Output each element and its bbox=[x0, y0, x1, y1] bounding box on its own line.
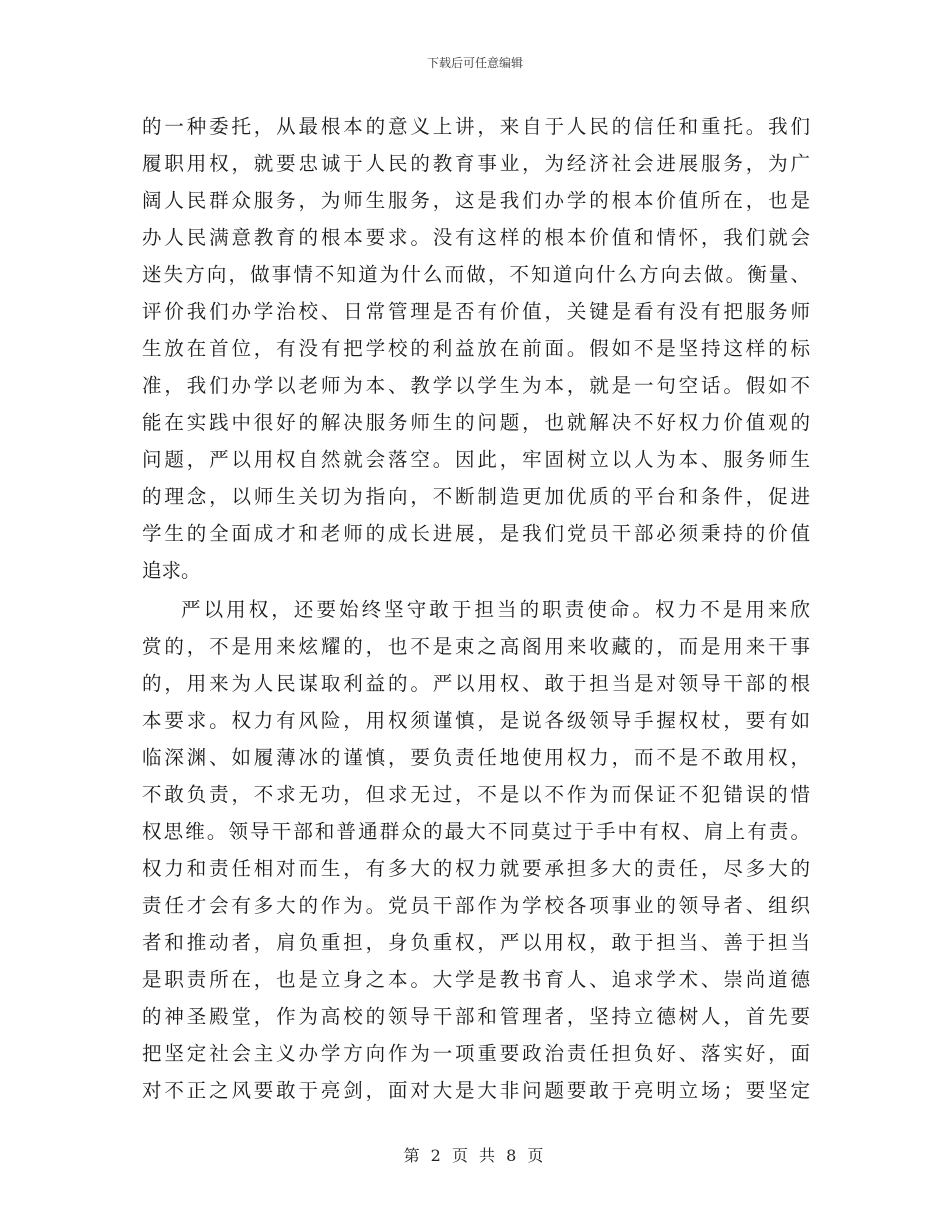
document-body bbox=[142, 108, 810, 1109]
text-line: 的理念，以师生关切为指向，不断制造更加优质的平台和条件，促进 bbox=[142, 485, 810, 508]
text-line: 的，用来为人民谋取利益的。严以用权、敢于担当是对领导干部的根 bbox=[142, 672, 810, 695]
text-line: 履职用权，就要忠诚于人民的教育事业，为经济社会进展服务，为广 bbox=[142, 152, 810, 175]
text-line: 问题，严以用权自然就会落空。因此，牢固树立以人为本、服务师生 bbox=[142, 448, 810, 471]
text-line: 赏的，不是用来炫耀的，也不是束之高阁用来收藏的，而是用来干事 bbox=[142, 635, 810, 658]
text-line: 能在实践中很好的解决服务师生的问题，也就解决不好权力价值观的 bbox=[142, 411, 810, 434]
text-line: 是职责所在，也是立身之本。大学是教书育人、追求学术、崇尚道德 bbox=[142, 968, 810, 991]
page-number: 第 2 页 共 8 页 bbox=[403, 1146, 547, 1165]
paragraph-1 bbox=[142, 108, 810, 589]
text-line: 者和推动者，肩负重担，身负重权，严以用权，敢于担当、善于担当 bbox=[142, 931, 810, 954]
text-line: 迷失方向，做事情不知道为什么而做，不知道向什么方向去做。衡量、 bbox=[142, 263, 810, 286]
text-line: 学生的全面成才和老师的成长进展，是我们党员干部必须秉持的价值 bbox=[142, 522, 810, 545]
page-header: 下载后可任意编辑 bbox=[426, 56, 523, 70]
text-line: 阔人民群众服务，为师生服务，这是我们办学的根本价值所在，也是 bbox=[142, 189, 810, 212]
text-line: 不敢负责，不求无功，但求无过，不是以不作为而保证不犯错误的惜 bbox=[142, 783, 810, 806]
text-line: 办人民满意教育的根本要求。没有这样的根本价值和情怀，我们就会 bbox=[142, 226, 810, 249]
text-line: 责任才会有多大的作为。党员干部作为学校各项事业的领导者、组织 bbox=[142, 894, 810, 917]
paragraph-2 bbox=[142, 591, 810, 1109]
text-line: 的神圣殿堂，作为高校的领导干部和管理者，坚持立德树人，首先要 bbox=[142, 1005, 810, 1028]
text-line: 本要求。权力有风险，用权须谨慎，是说各级领导手握权杖，要有如 bbox=[142, 709, 810, 732]
text-line: 把坚定社会主义办学方向作为一项重要政治责任担负好、落实好，面 bbox=[142, 1042, 810, 1065]
text-line: 严以用权，还要始终坚守敢于担当的职责使命。权力不是用来欣 bbox=[181, 598, 810, 621]
text-line: 追求。 bbox=[142, 559, 201, 582]
text-line: 评价我们办学治校、日常管理是否有价值，关键是看有没有把服务师 bbox=[142, 300, 810, 323]
text-line: 准，我们办学以老师为本、教学以学生为本，就是一句空话。假如不 bbox=[142, 374, 810, 397]
text-line: 生放在首位，有没有把学校的利益放在前面。假如不是坚持这样的标 bbox=[142, 337, 810, 360]
text-line: 权思维。领导干部和普通群众的最大不同莫过于手中有权、肩上有责。 bbox=[142, 820, 810, 843]
text-line: 临深渊、如履薄冰的谨慎，要负责任地使用权力，而不是不敢用权， bbox=[142, 746, 810, 769]
text-line: 的一种委托，从最根本的意义上讲，来自于人民的信任和重托。我们 bbox=[142, 115, 810, 138]
text-line: 对不正之风要敢于亮剑，面对大是大非问题要敢于亮明立场；要坚定 bbox=[142, 1079, 810, 1102]
text-line: 权力和责任相对而生，有多大的权力就要承担多大的责任，尽多大的 bbox=[142, 857, 810, 880]
